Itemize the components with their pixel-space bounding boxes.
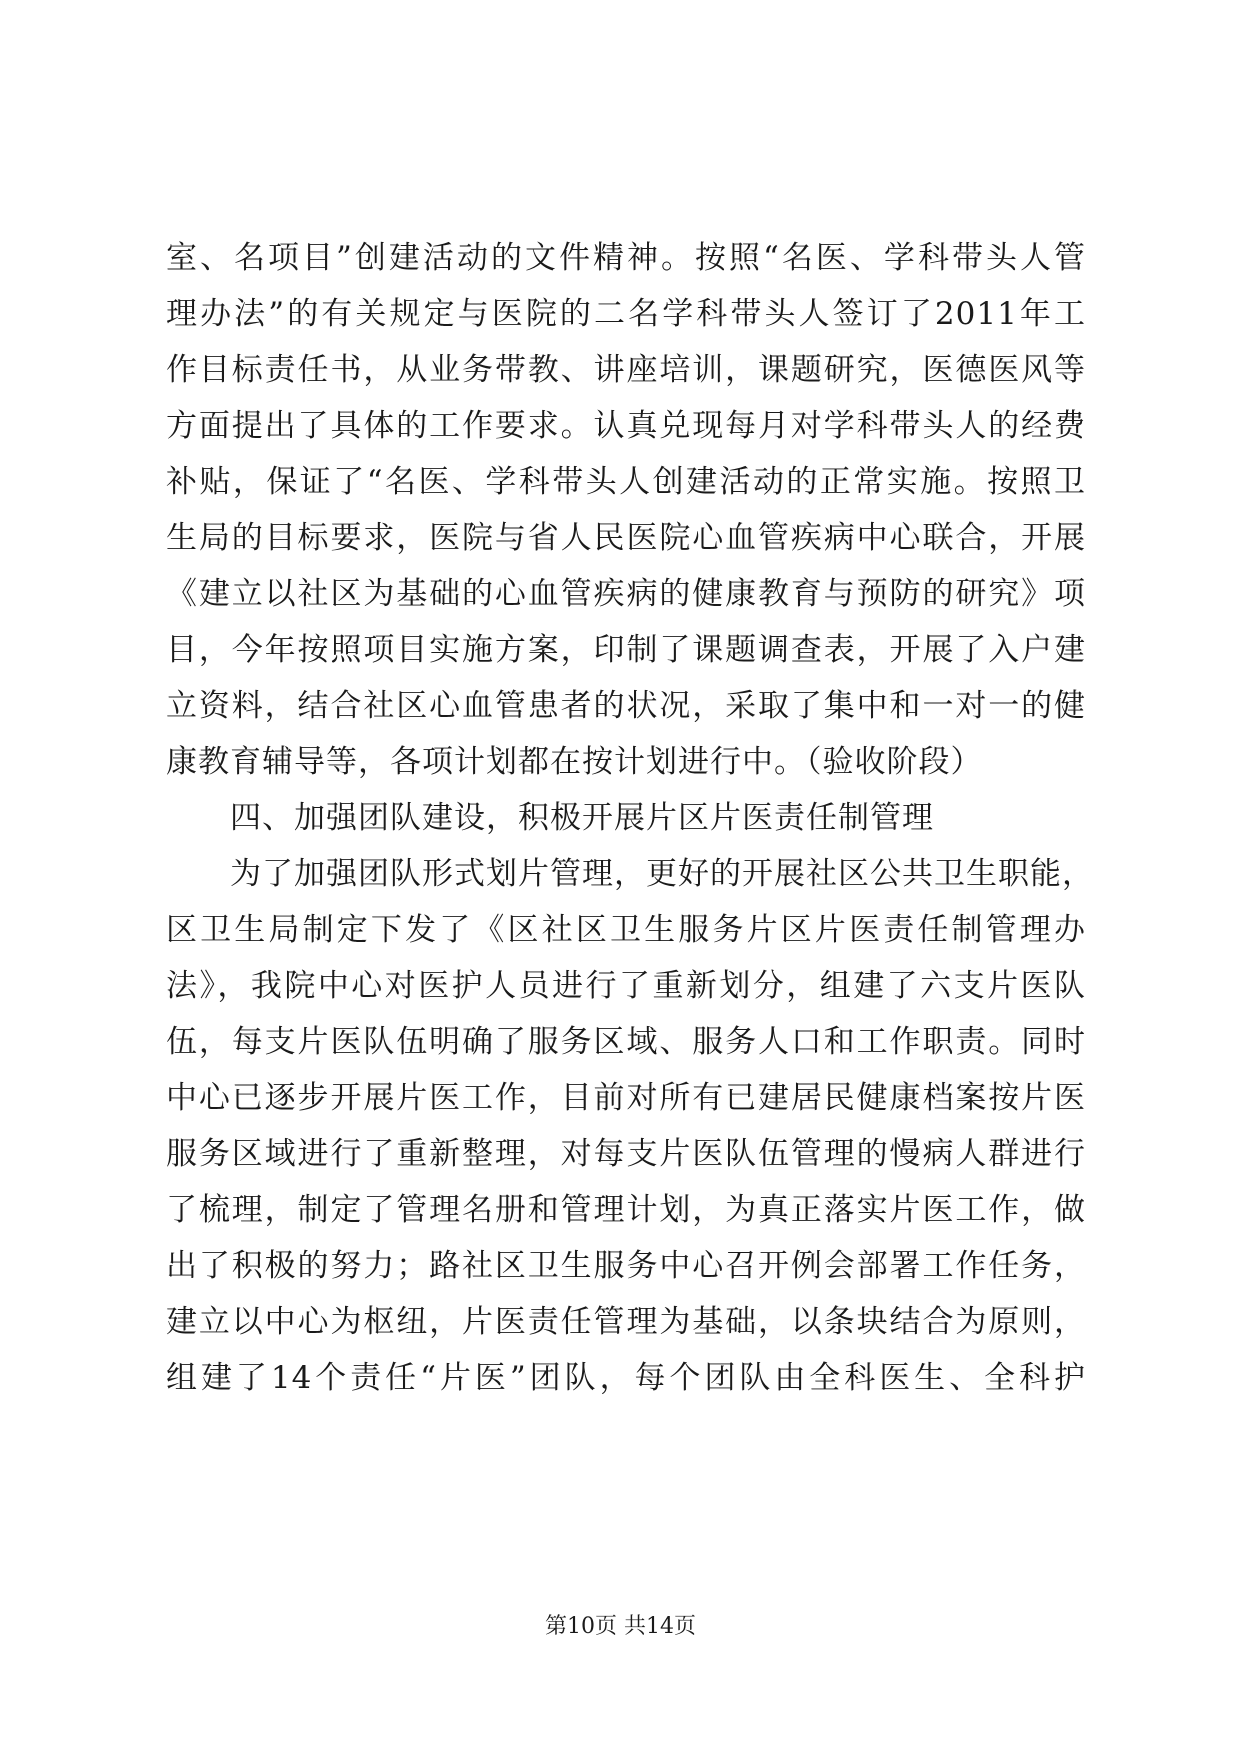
body-line: 出了积极的努力；路社区卫生服务中心召开例会部署工作任务， [166,1248,1086,1284]
body-line: 补贴，保证了“名医、学科带头人创建活动的正常实施。按照卫 [166,464,1086,500]
section-heading: 四、加强团队建设，积极开展片区片医责任制管理 [166,800,934,836]
body-line: 立资料，结合社区心血管患者的状况，采取了集中和一对一的健 [166,688,1086,724]
body-line: 目，今年按照项目实施方案，印制了课题调查表，开展了入户建 [166,632,1086,668]
body-line: 法》，我院中心对医护人员进行了重新划分，组建了六支片医队 [166,968,1086,1004]
body-line: 了梳理，制定了管理名册和管理计划，为真正落实片医工作，做 [166,1192,1086,1228]
body-line: 伍，每支片医队伍明确了服务区域、服务人口和工作职责。同时 [166,1024,1086,1060]
body-line: 方面提出了具体的工作要求。认真兑现每月对学科带头人的经费 [166,408,1086,444]
body-line: 区卫生局制定下发了《区社区卫生服务片区片医责任制管理办 [166,912,1086,948]
body-line: 理办法”的有关规定与医院的二名学科带头人签订了2011年工 [166,296,1086,332]
body-line: 建立以中心为枢纽，片医责任管理为基础，以条块结合为原则， [166,1304,1086,1340]
page-number-footer: 第10页 共14页 [545,1614,696,1639]
body-line: 生局的目标要求，医院与省人民医院心血管疾病中心联合，开展 [166,520,1086,556]
body-line: 为了加强团队形式划片管理，更好的开展社区公共卫生职能， [166,856,1094,892]
body-line: 服务区域进行了重新整理，对每支片医队伍管理的慢病人群进行 [166,1136,1086,1172]
body-line: 作目标责任书，从业务带教、讲座培训，课题研究，医德医风等 [166,352,1086,388]
body-line: 《建立以社区为基础的心血管疾病的健康教育与预防的研究》项 [166,576,1086,612]
body-line: 室、名项目”创建活动的文件精神。按照“名医、学科带头人管 [166,240,1086,276]
body-line: 组建了14个责任“片医”团队，每个团队由全科医生、全科护 [166,1360,1086,1396]
document-body [166,230,1094,1406]
body-line: 康教育辅导等，各项计划都在按计划进行中。（验收阶段） [166,744,983,780]
body-line: 中心已逐步开展片医工作，目前对所有已建居民健康档案按片医 [166,1080,1086,1116]
